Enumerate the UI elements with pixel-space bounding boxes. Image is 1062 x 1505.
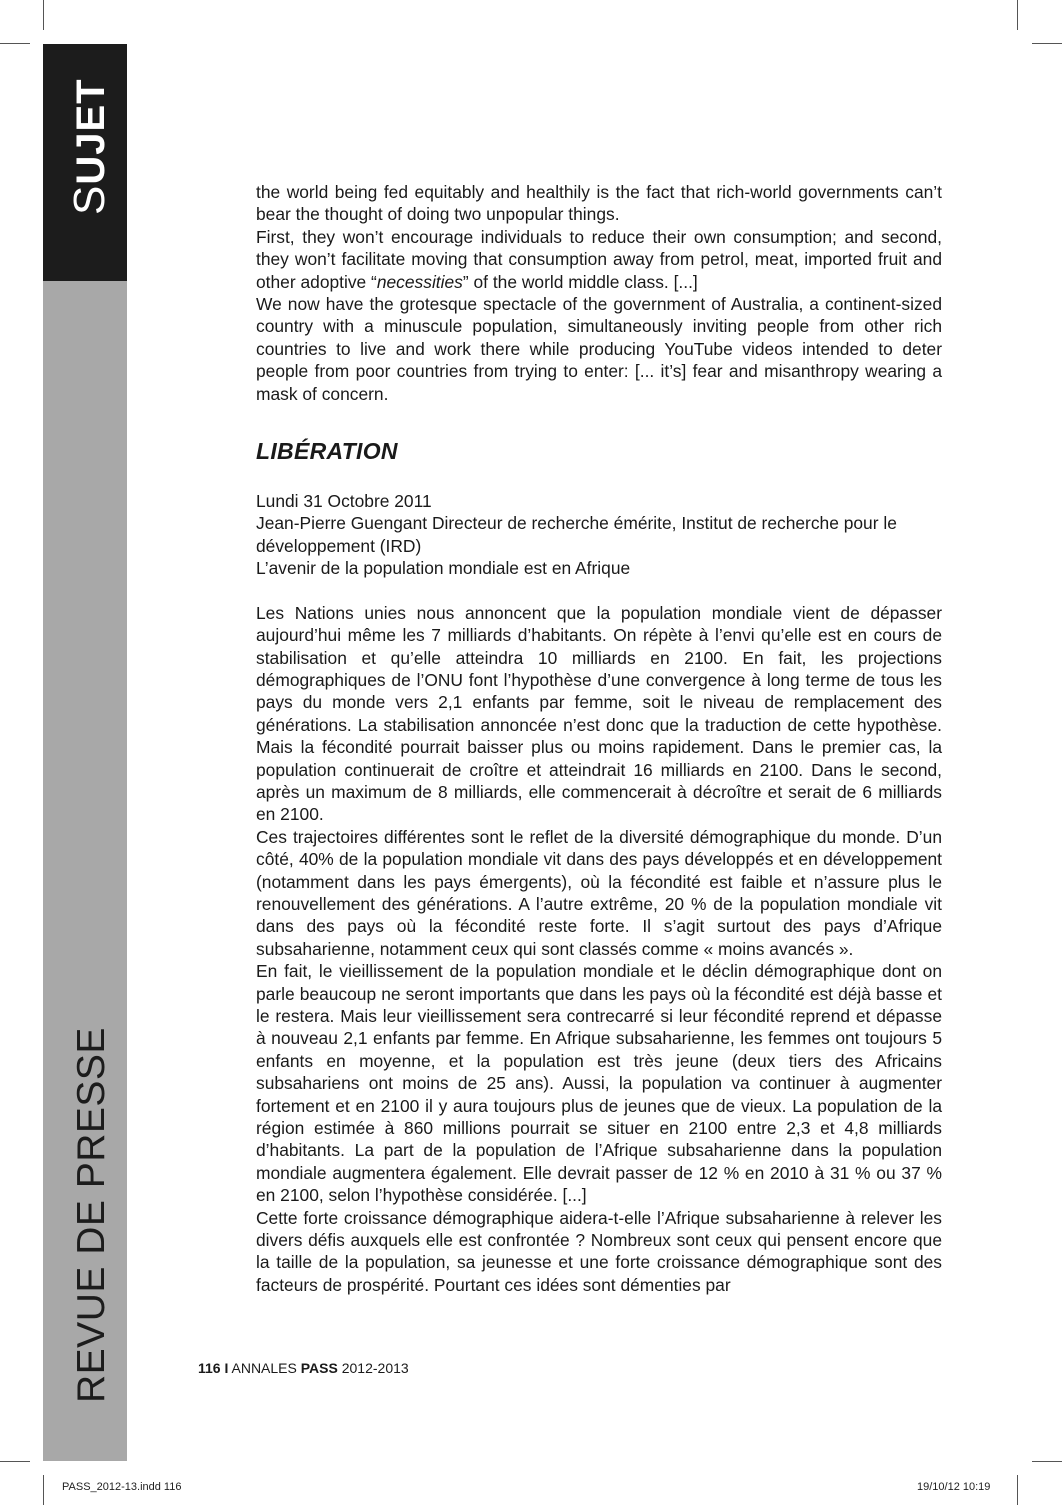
article-author: Jean-Pierre Guengant Directeur de recherche émérite, Institut de recherche pour le développement (IRD): [256, 513, 897, 556]
crop-mark: [1032, 1461, 1062, 1462]
crop-mark: [0, 1461, 30, 1462]
crop-mark: [1032, 43, 1062, 44]
folio-year: 2012-2013: [341, 1360, 409, 1376]
article-meta: [256, 490, 942, 580]
section-label-initial: S: [65, 184, 114, 215]
crop-mark: [0, 43, 30, 44]
paragraph: the world being fed equitably and healthily is the fact that rich-world governments can’t bear the thought of doing two unpopular things.: [256, 182, 942, 225]
folio-annales: ANNALES: [231, 1360, 297, 1376]
folio-pass: PASS: [300, 1360, 338, 1376]
paragraph: Cette forte croissance démographique aidera-t-elle l’Afrique subsaharienne à relever les divers défis auxquels elle est confrontée ? Nombreux sont ceux qui pensent encore que la taille de la population, sa jeunesse et une forte croissance démographique sont des facteurs de prospérité. Pourtant ces idées sont démenties par: [256, 1207, 942, 1295]
paragraph: Ces trajectoires différentes sont le reflet de la diversité démographique du monde. D’un côté, 40% de la population mondiale vit dans des pays développés et en développement (notamment dans les pays émergents), où la fécondité est faible et n’assure plus le renouvellement des générations. A l’autre extrême, 20 % de la population mondiale vit dans des pays où la fécondité reste forte. Il s’agit surtout des pays d’Afrique subsaharienne, notamment ceux qui sont classés comme « moins avancés ».: [256, 826, 942, 959]
spacer: [256, 580, 942, 602]
slug-datetime: 19/10/12 10:19: [917, 1481, 991, 1493]
slug-filename: PASS_2012-13.indd 116: [62, 1481, 182, 1493]
section-label-revue: REVUE DE PRESSE: [70, 1027, 113, 1403]
paragraph: We now have the grotesque spectacle of the government of Australia, a continent-sized country with a minuscule population, simultaneously inviting people from other rich countries to live and work there while producing YouTube videos intended to deter people from poor countries from trying to enter: [... it’s] fear and misanthropy wearing a mask of concern.: [256, 294, 942, 404]
page-number: 116: [198, 1360, 221, 1376]
crop-mark: [43, 1475, 44, 1505]
section-label-sujet: [65, 78, 114, 215]
paragraph-text: ” of the world middle class. [...]: [462, 271, 698, 292]
paragraph: En fait, le vieillissement de la population mondiale et le déclin démographique dont on parle beaucoup ne seront importants que dans les pays où la fécondité est déjà basse et le restera. Mais leur vieillissement sera contrecarré si leur fécondité reprend et dépasse à nouveau 2,1 enfants par femme. En Afrique subsaharienne, les femmes ont toujours 5 enfants en moyenne, et la population est très jeune (deux tiers des Africains subsahariens ont moins de 25 ans). Aussi, la population va continuer à augmenter fortement et en 2100 il y aura toujours plus de jeunes que de vieux. La population de la région estimée à 860 millions pourrait se situer en 2100 entre 2,3 et 4,8 milliards d’habitants. La part de la population de l’Afrique subsaharienne dans la population mondiale augmentera également. Elle devrait passer de 12 % en 2010 à 31 % ou 37 % en 2100, selon l’hypothèse considérée. [...]: [256, 961, 942, 1206]
paragraph-text: First, they won’t encourage individuals to reduce their own consumption; and second, they won’t facilitate moving that consumption away from petrol, meat, imported fruit and other adoptive “: [256, 226, 942, 292]
article-headline: L’avenir de la population mondiale est en Afrique: [256, 558, 631, 579]
crop-mark: [1017, 0, 1018, 30]
article-column: [256, 181, 942, 1296]
article-date: Lundi 31 Octobre 2011: [256, 491, 432, 512]
italic-term: necessities: [376, 271, 463, 292]
crop-mark: [1017, 1475, 1018, 1505]
paragraph: Les Nations unies nous annoncent que la population mondiale vient de dépasser aujourd’hui même les 7 milliards d’habitants. On répète à l’envi qu’elle est en cours de stabilisation et qu’elle atteindra 10 milliards en 2100. En fait, les projections démographiques de l’ONU font l’hypothèse d’une convergence à long terme de tous les pays du monde vers 2,1 enfants par femme, soit le niveau de remplacement des générations. La stabilisation annoncée n’est donc que la traduction de cette hypothèse. Mais la fécondité pourrait baisser plus ou moins rapidement. Dans le premier cas, la population continuerait de croître et atteindrait 16 milliards en 2100. Dans le second, après un maximum de 8 milliards, elle commencerait à décroître et serait de 6 milliards en 2100.: [256, 602, 942, 825]
folio-separator: I: [224, 1360, 229, 1376]
section-label-rest: UJET: [69, 78, 113, 185]
paragraph: [256, 226, 942, 293]
section-heading: LIBÉRATION: [256, 438, 398, 465]
page-folio: [198, 1360, 409, 1376]
crop-mark: [43, 0, 44, 30]
